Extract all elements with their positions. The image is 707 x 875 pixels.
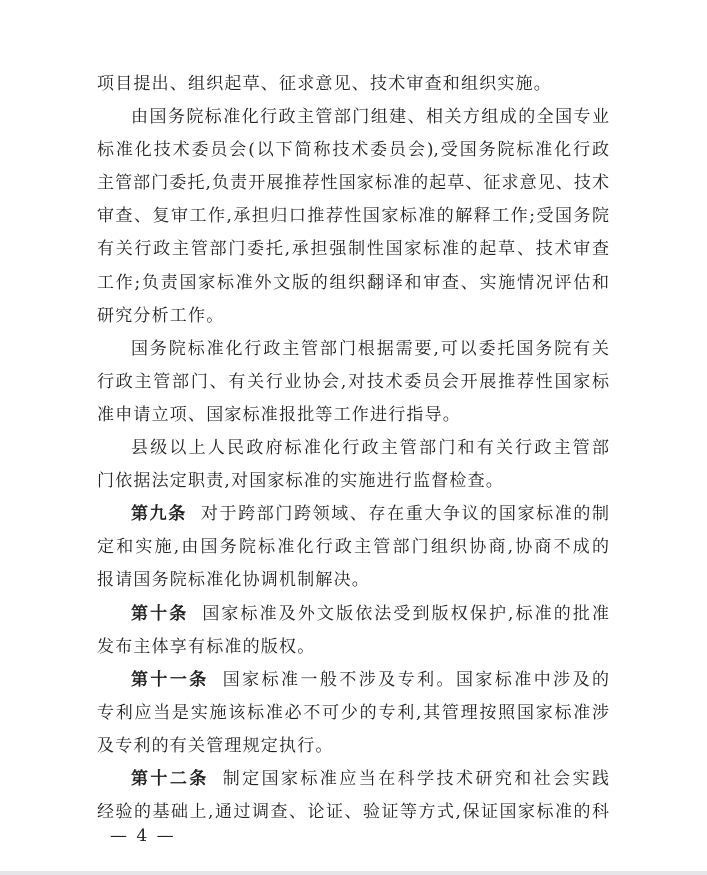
text-line <box>97 664 609 697</box>
page-number: — 4 — <box>110 826 176 846</box>
text-line <box>97 763 609 796</box>
text-line <box>97 697 609 730</box>
line-text: 审查、复审工作,承担归口推荐性国家标准的解释工作;受国务院 <box>97 206 609 227</box>
line-text: 标准化技术委员会(以下简称技术委员会),受国务院标准化行政 <box>97 140 609 161</box>
line-text: 由国务院标准化行政主管部门组建、相关方组成的全国专业 <box>131 107 609 128</box>
text-line <box>97 531 609 564</box>
text-line <box>97 134 609 167</box>
line-text: 国家标准及外文版依法受到版权保护,标准的批准 <box>202 603 610 624</box>
line-text: 门依据法定职责,对国家标准的实施进行监督检查。 <box>97 471 505 492</box>
text-line <box>97 498 609 531</box>
article-paragraph <box>97 598 609 664</box>
text-line <box>97 564 609 597</box>
line-text: 主管部门委托,负责开展推荐性国家标准的起草、征求意见、技术 <box>97 173 609 194</box>
text-line <box>97 333 609 366</box>
line-text: 国家标准一般不涉及专利。国家标准中涉及的 <box>222 669 610 690</box>
article-heading: 第十二条 <box>131 768 209 789</box>
article-heading: 第十条 <box>131 603 189 624</box>
text-line <box>97 399 609 432</box>
text-line <box>97 167 609 200</box>
line-text: 定和实施,由国务院标准化行政主管部门组织协商,协商不成的 <box>97 537 609 558</box>
page-bottom-edge <box>0 871 707 875</box>
line-text: 工作;负责国家标准外文版的组织翻译和审查、实施情况评估和 <box>97 272 609 293</box>
text-line <box>97 101 609 134</box>
line-text: 县级以上人民政府标准化行政主管部门和有关行政主管部 <box>131 438 609 459</box>
line-text: 制定国家标准应当在科学技术研究和社会实践 <box>222 768 610 789</box>
line-text: 经验的基础上,通过调查、论证、验证等方式,保证国家标准的科 <box>97 802 609 823</box>
article-heading: 第十一条 <box>131 669 209 690</box>
line-text: 及专利的有关管理规定执行。 <box>97 735 334 756</box>
article-paragraph <box>97 498 609 597</box>
text-line <box>97 267 609 300</box>
line-text: 研究分析工作。 <box>97 305 225 326</box>
text-line <box>97 432 609 465</box>
line-text: 准申请立项、国家标准报批等工作进行指导。 <box>97 404 461 425</box>
text-line <box>97 233 609 266</box>
line-text: 报请国务院标准化协调机制解决。 <box>97 570 370 591</box>
article-paragraph <box>97 664 609 763</box>
article-heading: 第九条 <box>131 504 187 525</box>
paragraph <box>97 333 609 432</box>
text-line <box>97 465 609 498</box>
text-line <box>97 598 609 631</box>
text-line <box>97 366 609 399</box>
line-text: 发布主体享有标准的版权。 <box>97 636 316 657</box>
paragraph <box>97 432 609 498</box>
line-text: 对于跨部门跨领域、存在重大争议的国家标准的制 <box>200 504 609 525</box>
line-text: 有关行政主管部门委托,承担强制性国家标准的起草、技术审查 <box>97 239 609 260</box>
line-text: 国务院标准化行政主管部门根据需要,可以委托国务院有关 <box>131 338 609 359</box>
text-line <box>97 730 609 763</box>
line-text: 专利应当是实施该标准必不可少的专利,其管理按照国家标准涉 <box>97 702 609 723</box>
article-paragraph <box>97 763 609 829</box>
paragraph <box>97 101 609 333</box>
line-text: 项目提出、组织起草、征求意见、技术审查和组织实施。 <box>97 74 552 94</box>
text-line <box>97 200 609 233</box>
text-line <box>97 300 609 333</box>
paragraph <box>97 68 609 101</box>
line-text: 行政主管部门、有关行业协会,对技术委员会开展推荐性国家标 <box>97 371 609 392</box>
document-body <box>97 68 609 829</box>
text-line <box>97 631 609 664</box>
text-line <box>97 68 609 101</box>
text-line <box>97 796 609 829</box>
